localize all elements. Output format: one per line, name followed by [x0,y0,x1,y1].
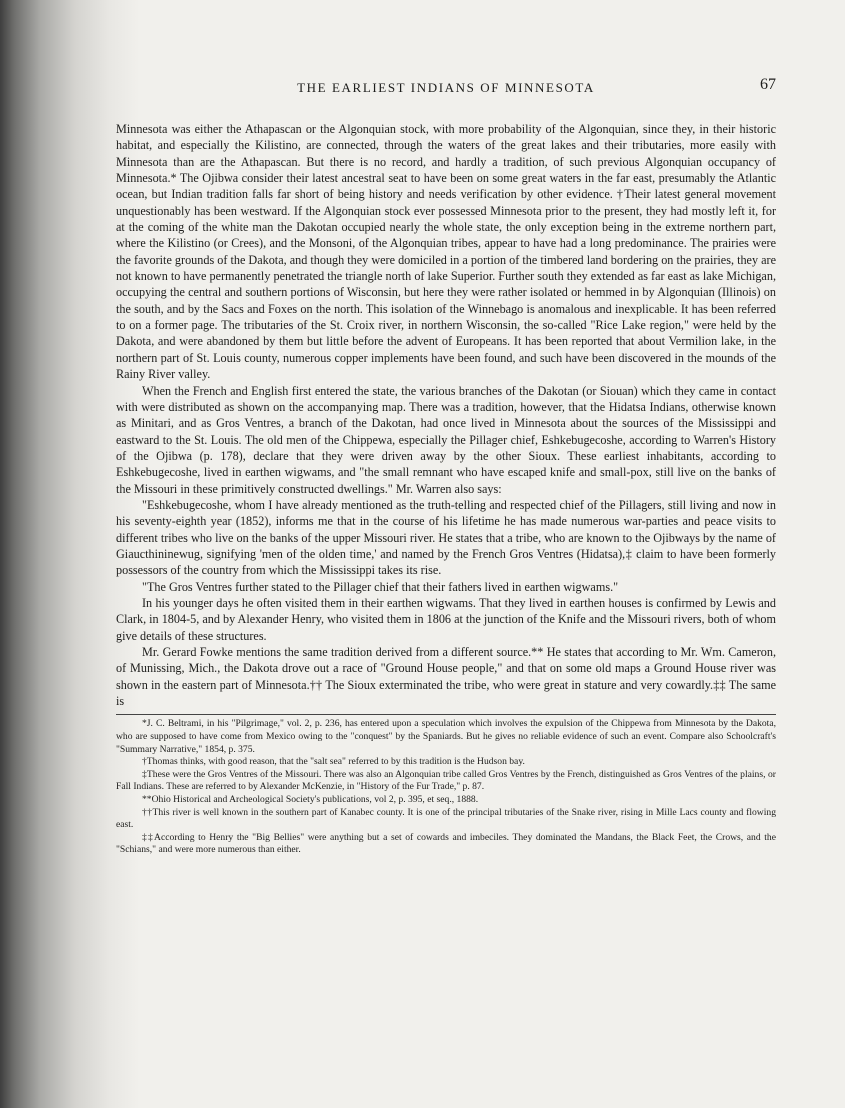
body-paragraph: When the French and English first entered the state, the various branches of the Dakotan (or Siouan) which they came in contact with were distributed as shown on the accompanying map. There was a tradition, however, that the Hidatsa Indians, otherwise known as Minitari, and as Gros Ventres, a branch of the Dakotan, had once lived in Minnesota about the sources of the Mississippi and eastward to the St. Louis. The old men of the Chippewa, especially the Pillager chief, Eshkebugecoshe, according to Warren's History of the Ojibwa (p. 178), declare that they were driven away by the other Sioux. These earliest inhabitants, according to Eshkebugecoshe, lived in earthen wigwams, and "the small remnant who have escaped knife and small-pox, still live on the banks of the Missouri in these primitively constructed dwellings." Mr. Warren also says: [116,383,776,496]
body-paragraph: In his younger days he often visited them in their earthen wigwams. That they lived in earthen houses is confirmed by Lewis and Clark, in 1804-5, and by Alexander Henry, who visited them in 1806 at the junction of the Knife and the Missouri rivers, both of whom give details of these structures. [116,595,776,643]
footnote-divider [116,714,776,715]
footnote: †Thomas thinks, with good reason, that the "salt sea" referred to by this tradition is the Hudson bay. [142,756,525,768]
block-quote-paragraph: "The Gros Ventres further stated to the Pillager chief that their fathers lived in earthen wigwams." [142,579,619,594]
running-head: THE EARLIEST INDIANS OF MINNESOTA [297,80,595,95]
footnote: ‡‡According to Henry the "Big Bellies" were anything but a set of cowards and imbeciles. They dominated the Mandans, the Black Feet, the Crows, and the "Schians," and were more numerous than either. [116,831,776,856]
page-number: 67 [760,76,776,93]
footnote: ††This river is well known in the southern part of Kanabec county. It is one of the principal tributaries of the Snake river, rising in Mille Lacs county and flowing east. [116,806,776,831]
footnotes [116,718,776,857]
footnote: **Ohio Historical and Archeological Society's publications, vol 2, p. 395, et seq., 1888. [142,793,479,805]
page-body [116,121,776,857]
body-paragraph: Mr. Gerard Fowke mentions the same tradition derived from a different source.** He states that according to Mr. Wm. Cameron, of Munissing, Mich., the Dakota drove out a race of "Ground House people," and that on some old maps a Ground House river was shown in the eastern part of Minnesota.†† The Sioux exterminated the tribe, who were great in stature and very cowardly.‡‡ The same is [116,645,776,709]
footnote: *J. C. Beltrami, in his "Pilgrimage," vol. 2, p. 236, has entered upon a speculation which involves the expulsion of the Chippewa from Minnesota by the Dakota, who are supposed to have come from Mexico owing to the "conquest" by the Spaniards. But he gives no reliable evidence of such an event. Compare also Schoolcraft's "Summary Narrative," 1854, p. 375. [116,718,776,755]
body-paragraph: Minnesota was either the Athapascan or the Algonquian stock, with more probability of the Algonquian, since they, in their historic habitat, and especially the Kilistino, are connected, through the waters of the great lakes and their tributaries, more easily with Minnesota than are the Athapascan. But there is no record, and hardly a tradition, of such previous Algonquian occupancy of Minnesota.* The Ojibwa consider their latest ancestral seat to have been on some great waters in the far east, presumably the Atlantic ocean, but Indian tradition falls far short of being history and needs verification by other evidence. †Their latest general movement unquestionably has been westward. If the Algonquian stock ever possessed Minnesota prior to the present, they had mostly left it, for at the coming of the white man the Dakotan occupied nearly the whole state, the only exception being in the extreme northern part, where the Kilistino (or Crees), and the Monsoni, of the Algonquian tribes, appear to have had a long predominance. The prairies were the favorite grounds of the Dakota, and though they were domiciled in a portion of the timbered land bordering on the prairies, they are not known to have permanently penetrated the triangle north of lake Superior. Further south they extended as far east as lake Michigan, occupying the central and southern portions of Wisconsin, but here they were rather isolated or hemmed in by Algonquian (Illinois) on the south, and by the Sacs and Foxes on the north. This isolation of the Winnebago is anomalous and inexplicable. It has been referred to on a former page. The tributaries of the St. Croix river, in northern Wisconsin, the so-called "Rice Lake region," were held by the Dakota, and were abandoned by them but little before the advent of Europeans. It has been reported that about Vermilion lake, in the northern part of St. Louis county, numerous copper implements have been found, and such have been discovered in the mounds of the Rainy River valley. [116,122,776,382]
block-quote-paragraph: "Eshkebugecoshe, whom I have already mentioned as the truth-telling and respected chief of the Pillagers, still living and now in his seventy-eighth year (1852), informs me that in the course of his lifetime he has made numerous war-parties and peace visits to different tribes who live on the banks of the upper Missouri river. He states that a tribe, who are known to the Ojibways by the name of Giaucthininewug, signifying 'men of the olden time,' and named by the French Gros Ventres (Hidatsa),‡ claim to have been formerly possessors of the country from which the Mississippi takes its rise. [116,497,776,578]
footnote: ‡These were the Gros Ventres of the Missouri. There was also an Algonquian tribe called Gros Ventres by the French, distinguished as Gros Ventres of the plains, or Fall Indians. These are referred to by Alexander McKenzie, in "History of the Fur Trade," p. 87. [116,768,776,793]
page-header [116,76,776,100]
